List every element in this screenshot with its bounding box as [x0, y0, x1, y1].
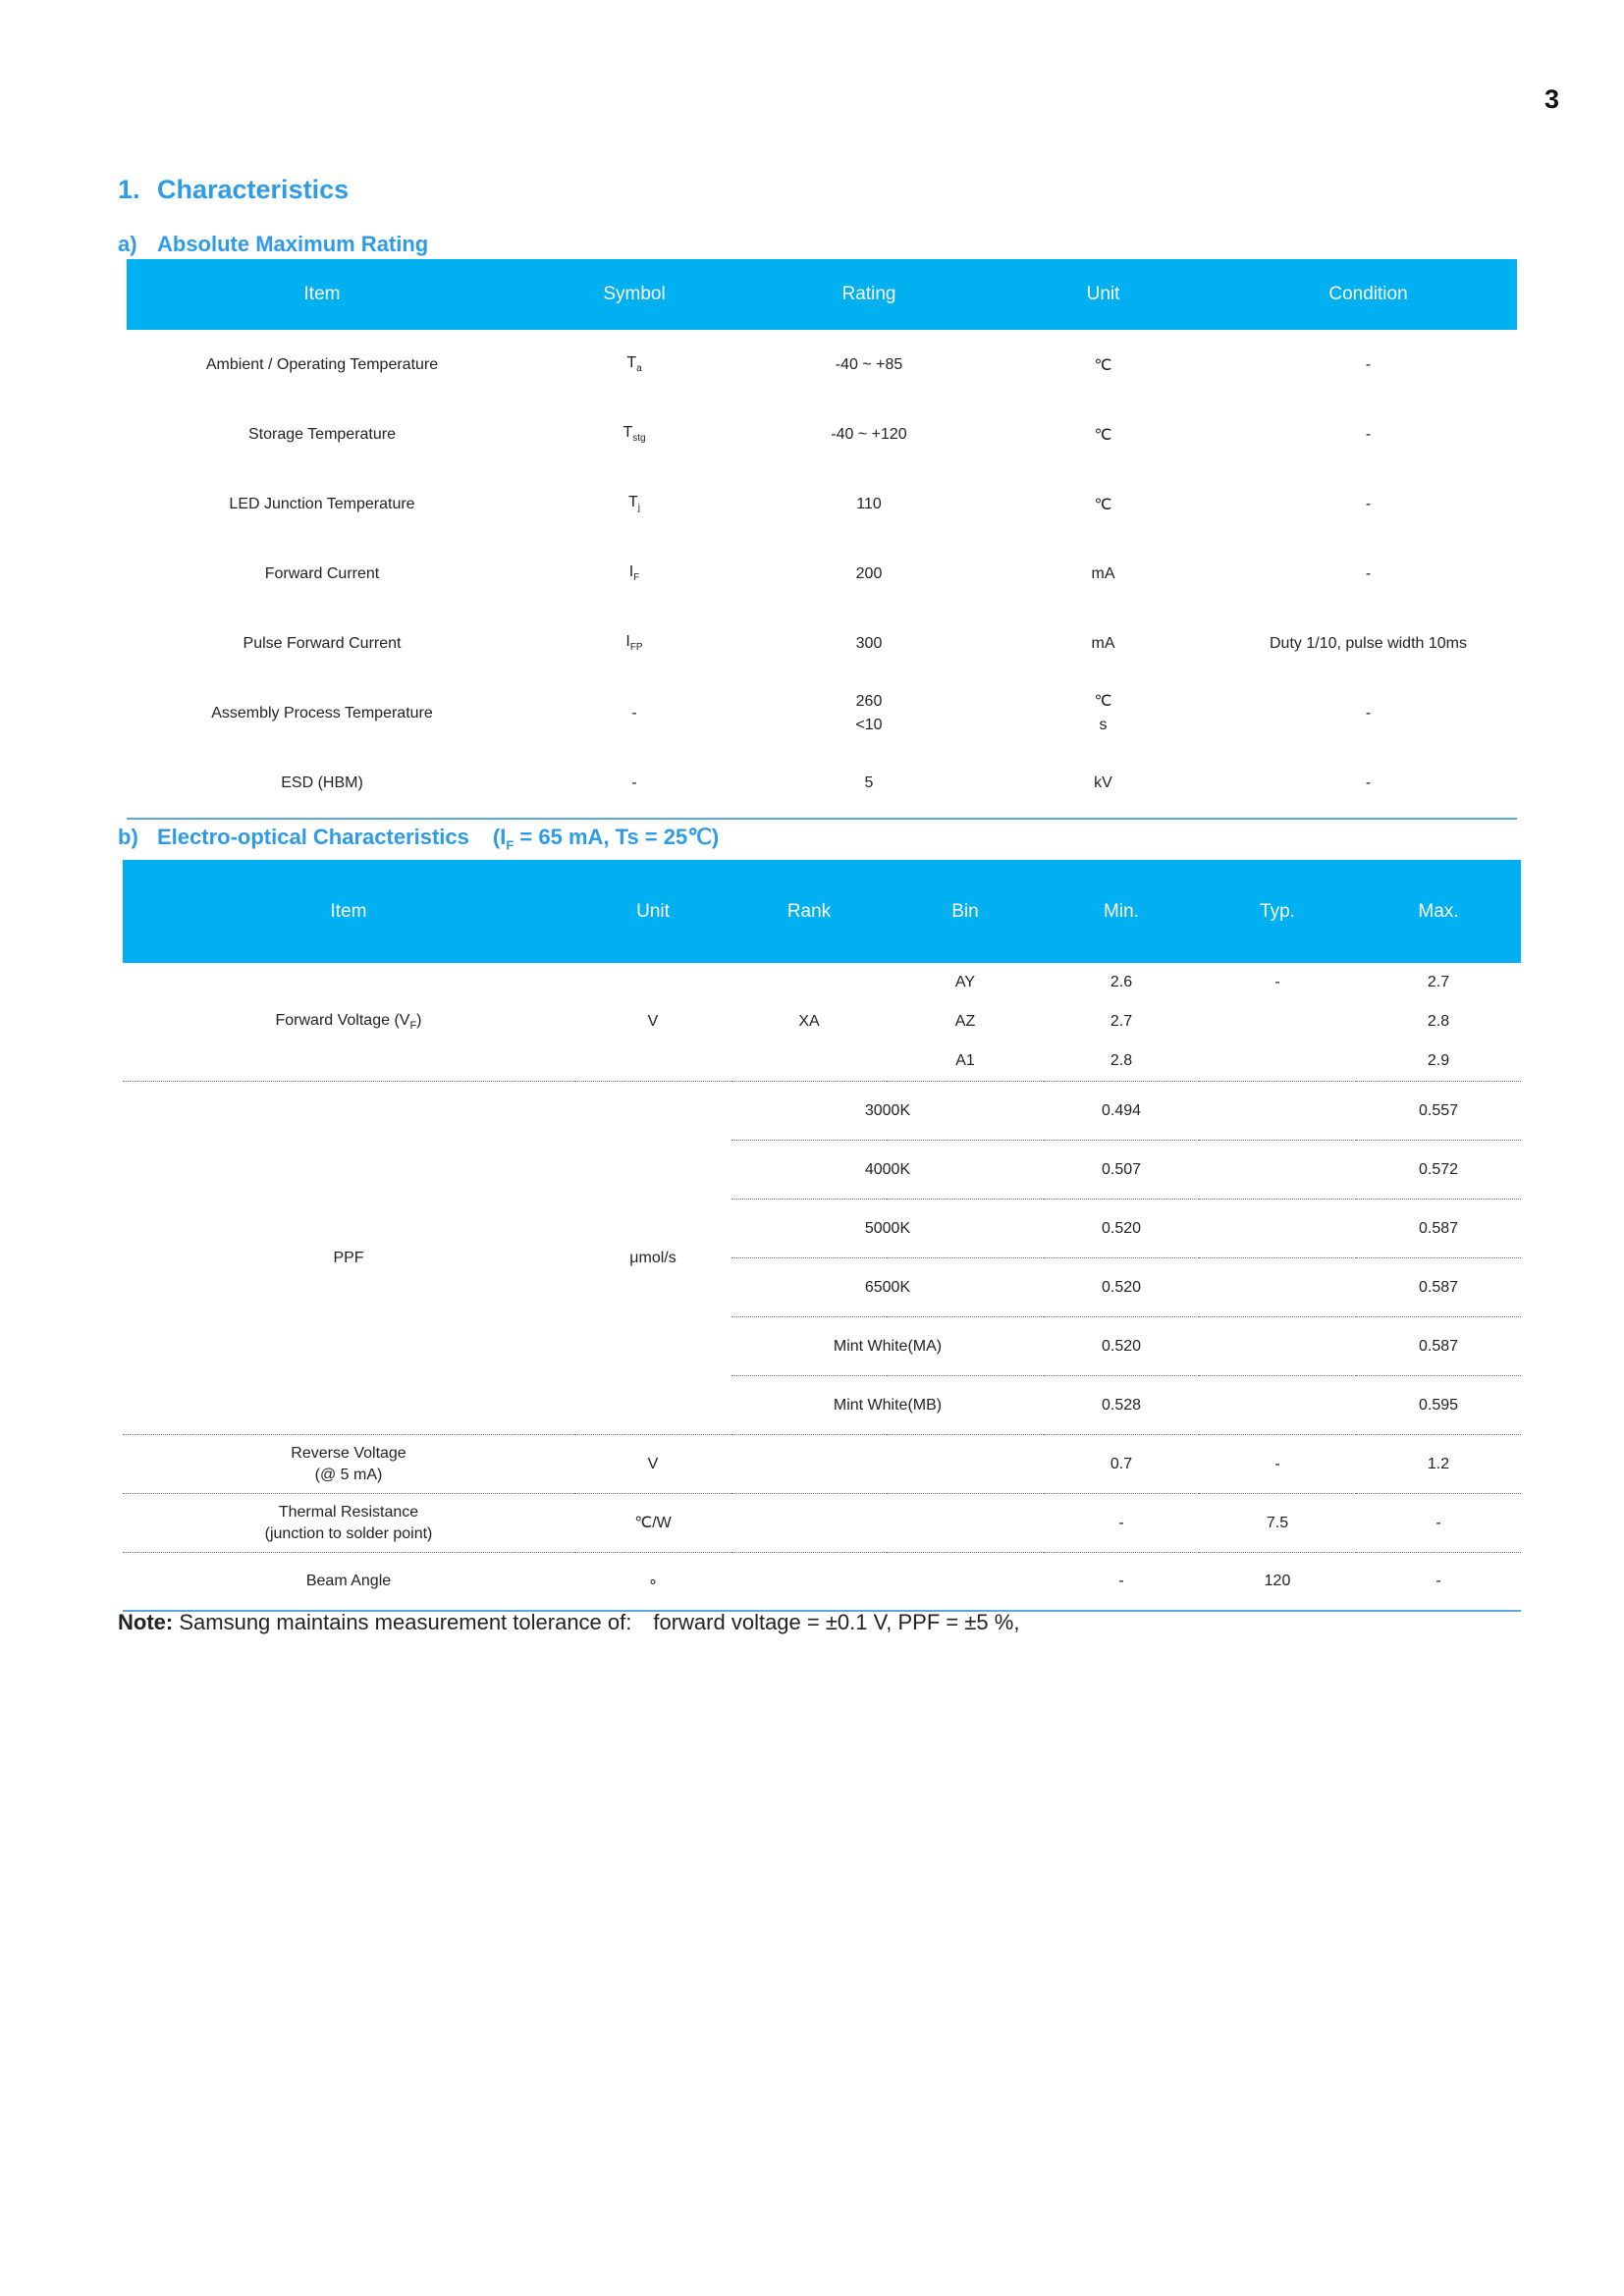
- cell-unit: mA: [1091, 634, 1115, 652]
- cell-max: -: [1435, 1573, 1441, 1589]
- header-condition: Condition: [1219, 259, 1517, 330]
- cell-rating: -40 ~ +120: [831, 425, 907, 443]
- cell-max: 0.587: [1356, 1317, 1521, 1376]
- cell-min: 0.520: [1044, 1200, 1199, 1258]
- table-header-row: [127, 259, 1517, 330]
- cell-condition: Duty 1/10, pulse width 10ms: [1270, 634, 1467, 652]
- cell-rating: 110: [856, 495, 882, 512]
- header-item: Item: [123, 860, 574, 963]
- cell-max: 2.9: [1356, 1041, 1521, 1082]
- header-item: Item: [127, 259, 517, 330]
- subsection-b-title: Electro-optical Characteristics: [157, 825, 469, 849]
- cell-max: 1.2: [1356, 1435, 1521, 1494]
- cell-min: -: [1118, 1573, 1124, 1589]
- cell-typ: [1199, 1200, 1356, 1258]
- cell-typ: 7.5: [1199, 1494, 1356, 1553]
- cell-max: 0.572: [1356, 1141, 1521, 1200]
- cell-item: Ambient / Operating Temperature: [205, 355, 439, 373]
- header-rating: Rating: [751, 259, 987, 330]
- cell-typ: -: [1199, 1435, 1356, 1494]
- table-row: [123, 1553, 1521, 1612]
- cell-condition: -: [1365, 774, 1372, 791]
- header-min: Min.: [1044, 860, 1199, 963]
- cell-min: 0.7: [1044, 1435, 1199, 1494]
- measurement-note: [118, 1610, 1019, 1635]
- cell-bin: AZ: [954, 1013, 976, 1030]
- cell-bin: A1: [887, 1041, 1044, 1082]
- table-row: [127, 678, 1517, 748]
- note-tolerance: forward voltage = ±0.1 V, PPF = ±5 %,: [653, 1610, 1020, 1634]
- header-max: Max.: [1356, 860, 1521, 963]
- header-rank: Rank: [731, 860, 887, 963]
- cell-typ: [1199, 1376, 1356, 1435]
- test-condition: ($I_F = 65$ mA, Ts = 25℃): [492, 825, 720, 853]
- cell-unit: kV: [1094, 774, 1112, 791]
- cell-typ: [1199, 1082, 1356, 1141]
- cell-symbol: -: [631, 704, 637, 721]
- cell-item: PPF: [123, 1082, 574, 1435]
- cell-min: 0.520: [1044, 1258, 1199, 1317]
- table-row: [123, 1082, 1521, 1141]
- cell-item: Reverse Voltage (@ 5 mA): [123, 1435, 574, 1494]
- cell-typ: [1199, 1041, 1356, 1082]
- cell-min: 2.6: [1110, 974, 1133, 990]
- cell-item: Assembly Process Temperature: [211, 704, 433, 721]
- header-typ: Typ.: [1199, 860, 1356, 963]
- table-row: [123, 1494, 1521, 1553]
- cell-rating: 300: [855, 634, 883, 652]
- cell-bin: AY: [954, 974, 976, 990]
- cell-unit: mA: [1091, 564, 1115, 582]
- cell-item: Pulse Forward Current: [243, 634, 402, 652]
- cell-bin: 6500K: [731, 1258, 1044, 1317]
- cell-symbol: $T_a$: [626, 354, 642, 375]
- cell-unit: ℃: [1094, 496, 1112, 513]
- cell-unit: ℃: [1094, 356, 1112, 374]
- cell-condition: -: [1365, 425, 1372, 443]
- header-symbol: Symbol: [517, 259, 751, 330]
- table-row: [127, 400, 1517, 469]
- section-number: 1.: [118, 175, 140, 204]
- subsection-b-number: b): [118, 825, 138, 849]
- cell-symbol: $T_j$: [627, 494, 640, 514]
- cell-max: 0.595: [1356, 1376, 1521, 1435]
- cell-bin: Mint White(MA): [731, 1317, 1044, 1376]
- cell-symbol: -: [631, 774, 637, 791]
- cell-item: Forward Current: [264, 564, 380, 582]
- table-row: [127, 609, 1517, 678]
- cell-rating: 260 <10: [855, 692, 883, 733]
- subsection-a-heading: [118, 232, 428, 257]
- cell-item: LED Junction Temperature: [229, 495, 415, 512]
- cell-bin: 5000K: [731, 1200, 1044, 1258]
- cell-rank: XA: [731, 963, 887, 1082]
- cell-unit: μmol/s: [574, 1082, 731, 1435]
- cell-typ: -: [1274, 974, 1280, 990]
- cell-bin: [731, 1435, 1044, 1494]
- cell-rating: 5: [864, 774, 874, 791]
- cell-item: Thermal Resistance (junction to solder point): [123, 1494, 574, 1553]
- cell-max: 0.587: [1356, 1200, 1521, 1258]
- cell-typ: [1199, 1258, 1356, 1317]
- cell-min: 0.507: [1044, 1141, 1199, 1200]
- note-text: Samsung maintains measurement tolerance of:: [179, 1610, 632, 1634]
- cell-condition: -: [1365, 564, 1372, 582]
- subsection-b-heading: [118, 825, 719, 852]
- table-row: [123, 1435, 1521, 1494]
- header-unit: Unit: [574, 860, 731, 963]
- cell-bin: 4000K: [731, 1141, 1044, 1200]
- cell-bin: 3000K: [731, 1082, 1044, 1141]
- cell-item: ESD (HBM): [281, 774, 363, 791]
- cell-min: 2.7: [1110, 1013, 1133, 1030]
- electro-optical-table: [123, 860, 1521, 1612]
- cell-max: 2.7: [1427, 974, 1450, 990]
- cell-unit: ℃ s: [1094, 692, 1112, 733]
- cell-max: 2.8: [1427, 1013, 1450, 1030]
- cell-min: 0.520: [1044, 1317, 1199, 1376]
- cell-min: -: [1044, 1494, 1199, 1553]
- section-heading: [118, 175, 349, 205]
- cell-item: Storage Temperature: [247, 425, 396, 443]
- cell-symbol: $T_{stg}$: [623, 424, 646, 445]
- cell-bin: [731, 1494, 1044, 1553]
- cell-symbol: $I_F$: [628, 563, 640, 584]
- table-row: [123, 963, 1521, 1002]
- cell-max: -: [1356, 1494, 1521, 1553]
- cell-bin: Mint White(MB): [731, 1376, 1044, 1435]
- cell-condition: -: [1365, 704, 1372, 721]
- cell-unit: V: [574, 1435, 731, 1494]
- cell-max: 0.557: [1356, 1082, 1521, 1141]
- cell-unit: ℃/W: [574, 1494, 731, 1553]
- cell-item: Beam Angle: [305, 1573, 392, 1589]
- cell-condition: -: [1365, 495, 1372, 512]
- cell-unit: ℃: [1094, 426, 1112, 444]
- section-title: Characteristics: [157, 175, 350, 204]
- cell-symbol: $I_{FP}$: [625, 633, 643, 654]
- cell-min: 0.494: [1044, 1082, 1199, 1141]
- cell-rating: 200: [855, 564, 883, 582]
- table-header-row: [123, 860, 1521, 963]
- header-unit: Unit: [987, 259, 1219, 330]
- note-label: Note:: [118, 1610, 174, 1634]
- cell-unit: V: [574, 963, 731, 1082]
- cell-unit: ∘: [647, 1574, 658, 1590]
- subsection-a-title: Absolute Maximum Rating: [157, 232, 429, 256]
- cell-bin: [731, 1553, 1044, 1612]
- page-number: 3: [1543, 84, 1559, 114]
- cell-min: 2.8: [1044, 1041, 1199, 1082]
- table-row: [127, 330, 1517, 400]
- cell-typ: [1199, 1317, 1356, 1376]
- cell-max: 0.587: [1356, 1258, 1521, 1317]
- subsection-a-number: a): [118, 232, 137, 256]
- table-row: [127, 748, 1517, 819]
- header-bin: Bin: [887, 860, 1044, 963]
- table-row: [127, 469, 1517, 539]
- cell-condition: -: [1365, 355, 1372, 373]
- cell-typ: 120: [1264, 1573, 1291, 1589]
- cell-typ: [1199, 1002, 1356, 1041]
- cell-typ: [1199, 1141, 1356, 1200]
- cell-min: 0.528: [1044, 1376, 1199, 1435]
- table-row: [127, 539, 1517, 609]
- cell-item: Forward Voltage $(V_F)$: [123, 963, 574, 1082]
- absolute-maximum-rating-table: [127, 259, 1517, 820]
- cell-rating: -40 ~ +85: [835, 355, 903, 373]
